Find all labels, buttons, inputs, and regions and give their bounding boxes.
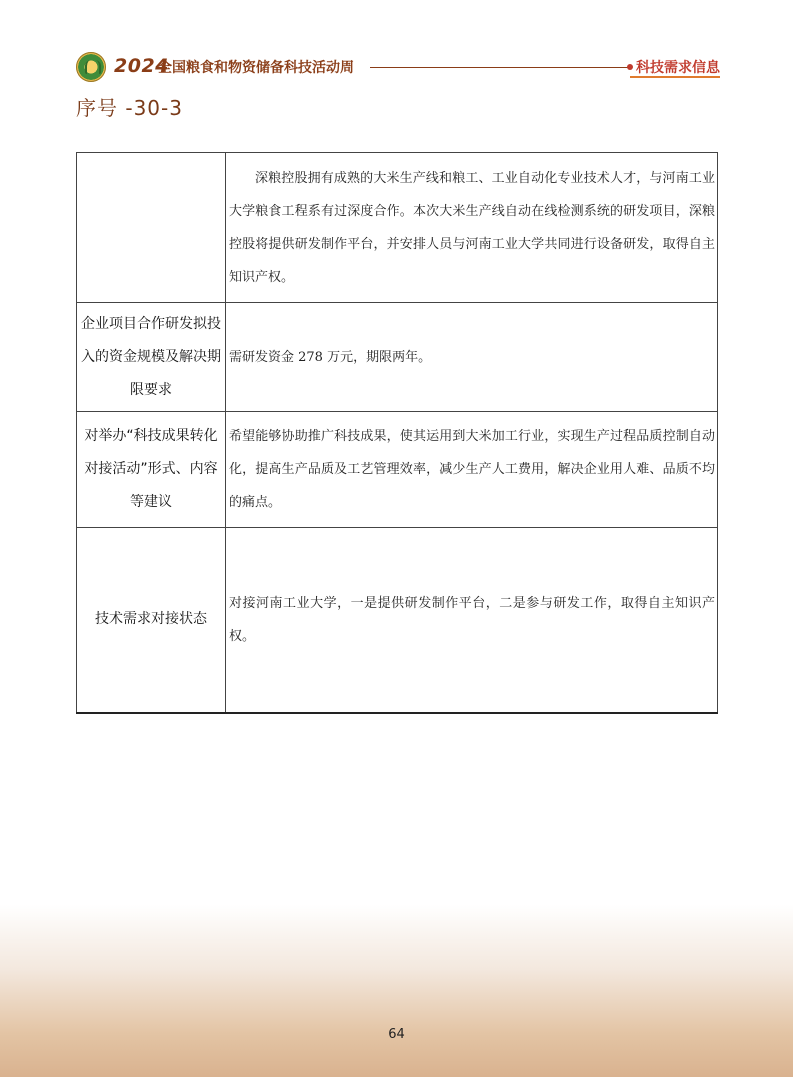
row-label: 技术需求对接状态 <box>77 528 226 713</box>
header-dot-icon <box>627 64 633 70</box>
header-title: 全国粮食和物资储备科技活动周 <box>158 60 354 76</box>
row-label <box>77 153 226 303</box>
page-number: 64 <box>388 1027 405 1042</box>
table-row <box>77 412 718 528</box>
header-divider <box>370 67 628 68</box>
row-label: 对举办“科技成果转化对接活动”形式、内容等建议 <box>77 412 226 528</box>
header-year: 2024 <box>114 55 169 77</box>
row-content: 需研发资金 278 万元，期限两年。 <box>226 303 718 412</box>
row-content: 希望能够协助推广科技成果，使其运用到大米加工行业，实现生产过程品质控制自动化，提高生产品质及工艺管理效率，减少生产人工费用，解决企业用人难、品质不均的痛点。 <box>226 412 718 528</box>
table-row <box>77 303 718 412</box>
page-header <box>0 0 793 90</box>
header-section-label: 科技需求信息 <box>636 60 720 76</box>
row-content: 对接河南工业大学，一是提供研发制作平台，二是参与研发工作，取得自主知识产权。 <box>226 528 718 713</box>
row-label: 企业项目合作研发拟投入的资金规模及解决期限要求 <box>77 303 226 412</box>
requirement-table <box>76 152 718 714</box>
serial-number: 序号 -30-3 <box>76 96 183 120</box>
header-section-underline <box>630 76 720 78</box>
row-content: 深粮控股拥有成熟的大米生产线和粮工、工业自动化专业技术人才，与河南工业大学粮食工程系有过深度合作。本次大米生产线自动在线检测系统的研发项目，深粮控股将提供研发制作平台，并安排人员与河南工业大学共同进行设备研发，取得自主知识产权。 <box>226 153 718 303</box>
table-row <box>77 528 718 713</box>
grain-logo-icon <box>76 52 106 82</box>
table-row <box>77 153 718 303</box>
